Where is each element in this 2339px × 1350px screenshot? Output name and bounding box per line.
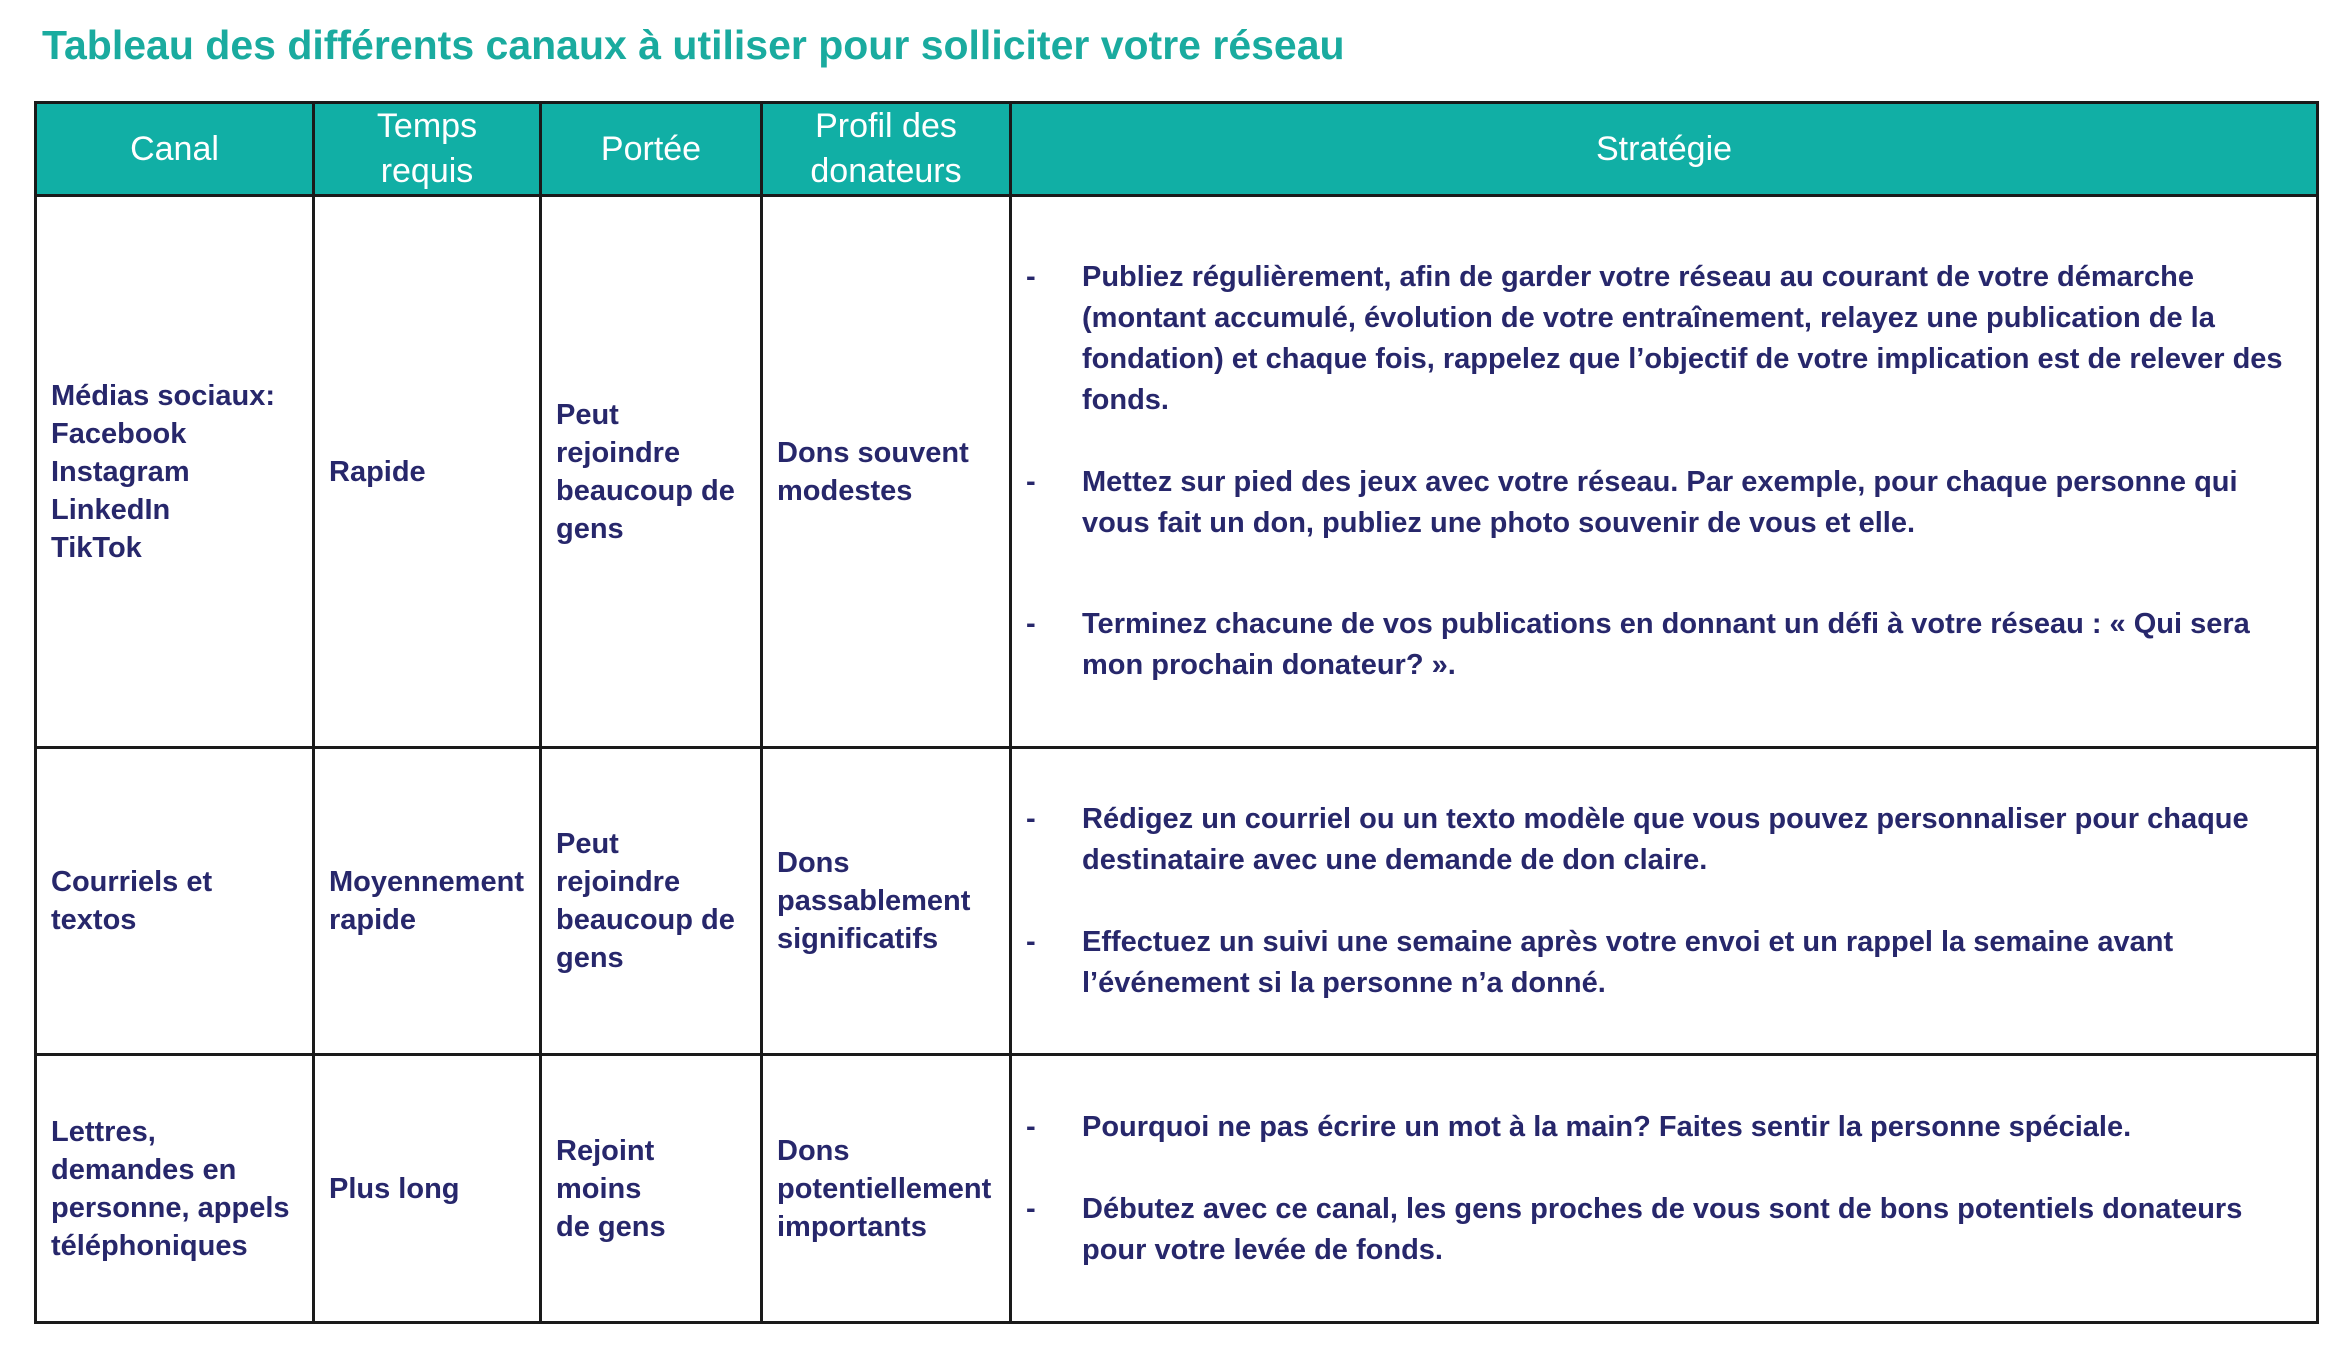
header-strategie: Stratégie <box>1011 103 2318 196</box>
header-row <box>36 103 2318 196</box>
cell-temps-requis: Moyennement rapide <box>314 748 541 1055</box>
list-item: - Pourquoi ne pas écrire un mot à la main? Faites sentir la personne spéciale. <box>1026 1107 2302 1148</box>
cell-canal: Courriels et textos <box>36 748 314 1055</box>
cell-profil-donateurs: Dons souvent modestes <box>762 196 1011 748</box>
cell-canal: Lettres, demandes en personne, appels téléphoniques <box>36 1055 314 1323</box>
header-portee: Portée <box>541 103 762 196</box>
list-item: - Rédigez un courriel ou un texto modèle que vous pouvez personnaliser pour chaque destinataire avec une demande de don claire. <box>1026 799 2302 881</box>
cell-profil-donateurs: Dons passablement significatifs <box>762 748 1011 1055</box>
list-item: - Effectuez un suivi une semaine après votre envoi et un rappel la semaine avant l’événement si la personne n’a donné. <box>1026 922 2302 1004</box>
strategy-list <box>1026 799 2302 1004</box>
strategy-list <box>1026 257 2302 686</box>
list-item: - Débutez avec ce canal, les gens proches de vous sont de bons potentiels donateurs pour votre levée de fonds. <box>1026 1189 2302 1271</box>
cell-temps-requis: Rapide <box>314 196 541 748</box>
list-item: - Mettez sur pied des jeux avec votre réseau. Par exemple, pour chaque personne qui vous fait un don, publiez une photo souvenir de vous et elle. <box>1026 462 2302 544</box>
header-canal: Canal <box>36 103 314 196</box>
cell-canal: Médias sociaux: Facebook Instagram LinkedIn TikTok <box>36 196 314 748</box>
page-title: Tableau des différents canaux à utiliser pour solliciter votre réseau <box>42 22 1345 68</box>
header-temps-requis: Temps requis <box>314 103 541 196</box>
channels-table <box>34 101 2319 1324</box>
cell-temps-requis: Plus long <box>314 1055 541 1323</box>
cell-strategie <box>1011 748 2318 1055</box>
cell-portee: Rejoint moins de gens <box>541 1055 762 1323</box>
cell-profil-donateurs: Dons potentiellement importants <box>762 1055 1011 1323</box>
cell-portee: Peut rejoindre beaucoup de gens <box>541 196 762 748</box>
table-row <box>36 748 2318 1055</box>
table-row <box>36 1055 2318 1323</box>
strategy-list <box>1026 1107 2302 1271</box>
cell-strategie <box>1011 196 2318 748</box>
cell-strategie <box>1011 1055 2318 1323</box>
cell-portee: Peut rejoindre beaucoup de gens <box>541 748 762 1055</box>
table-row <box>36 196 2318 748</box>
list-item: - Publiez régulièrement, afin de garder votre réseau au courant de votre démarche (montant accumulé, évolution de votre entraînement, relayez une publication de la fondation) et chaque fois, rappelez que l’objectif de votre implication est de relever des fonds. <box>1026 257 2302 421</box>
header-profil-donateurs: Profil des donateurs <box>762 103 1011 196</box>
list-item: - Terminez chacune de vos publications en donnant un défi à votre réseau : « Qui sera mon prochain donateur? ». <box>1026 604 2302 686</box>
